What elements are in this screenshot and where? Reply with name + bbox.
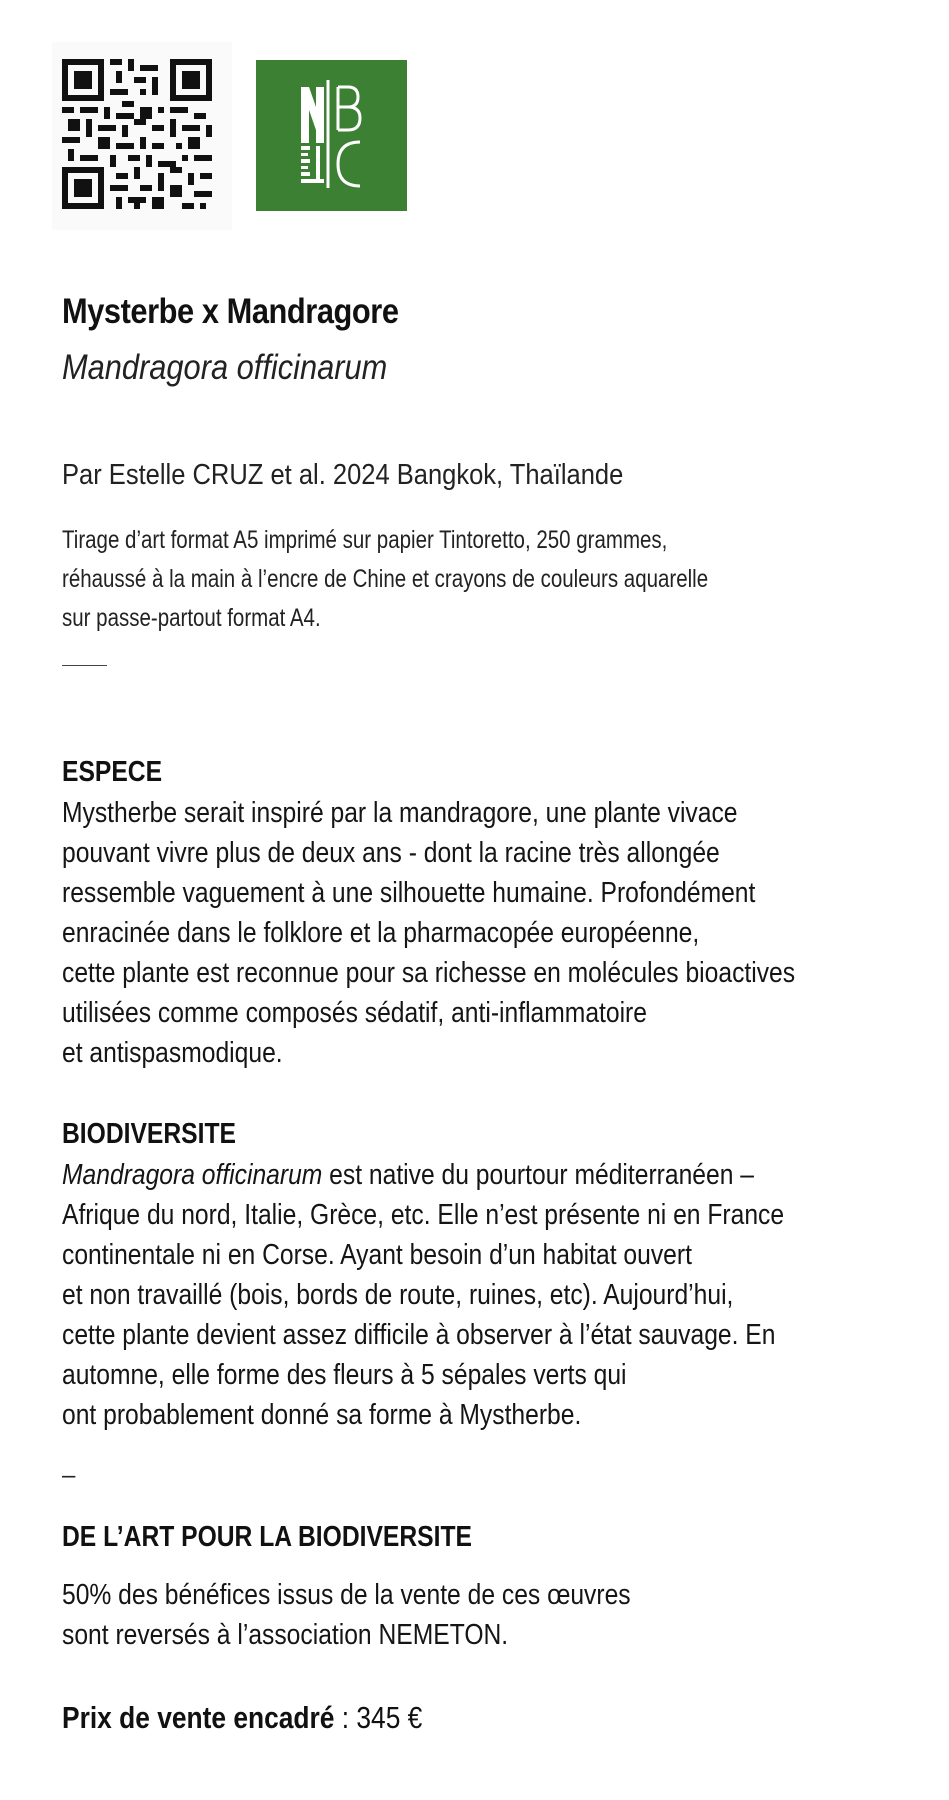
paragraph-line: automne, elle forme des fleurs à 5 sépales verts qui xyxy=(62,1359,627,1391)
paragraph-line: et antispasmodique. xyxy=(62,1037,283,1069)
nbc-logo xyxy=(256,60,407,211)
nbc-logo-icon xyxy=(256,60,407,211)
espece-heading: ESPECE xyxy=(62,756,163,788)
qr-code-icon xyxy=(62,59,212,209)
paragraph-line: 50% des bénéfices issus de la vente de ces œuvres xyxy=(62,1579,631,1611)
divider xyxy=(62,665,107,666)
paragraph-line: pouvant vivre plus de deux ans - dont la racine très allongée xyxy=(62,837,720,869)
description-line: sur passe-partout format A4. xyxy=(62,604,321,632)
author-line: Par Estelle CRUZ et al. 2024 Bangkok, Thaïlande xyxy=(62,459,624,491)
art-paragraph xyxy=(62,1575,912,1655)
qr-code xyxy=(52,42,232,230)
espece-paragraph xyxy=(62,793,912,1073)
separator-dash: – xyxy=(62,1462,76,1489)
art-heading: DE L’ART POUR LA BIODIVERSITE xyxy=(62,1521,472,1553)
paragraph-text: est native du pourtour méditerranéen – xyxy=(322,1159,754,1191)
paragraph-line: sont reversés à l’association NEMETON. xyxy=(62,1619,509,1651)
paragraph-line: et non travaillé (bois, bords de route, ruines, etc). Aujourd’hui, xyxy=(62,1279,734,1311)
paragraph-line: cette plante devient assez difficile à observer à l’état sauvage. En xyxy=(62,1319,776,1351)
paragraph-line: ont probablement donné sa forme à Mystherbe. xyxy=(62,1399,582,1431)
price-value: 345 € xyxy=(356,1700,423,1735)
description-line: Tirage d’art format A5 imprimé sur papier Tintoretto, 250 grammes, xyxy=(62,526,668,554)
price-label: Prix de vente encadré xyxy=(62,1700,335,1735)
artwork-title: Mysterbe x Mandragore xyxy=(62,292,399,331)
paragraph-line: utilisées comme composés sédatif, anti-inflammatoire xyxy=(62,997,647,1029)
paragraph-line: ressemble vaguement à une silhouette humaine. Profondément xyxy=(62,877,756,909)
scientific-name: Mandragora officinarum xyxy=(62,348,388,387)
paragraph-line: cette plante est reconnue pour sa richesse en molécules bioactives xyxy=(62,957,796,989)
biodiversite-paragraph xyxy=(62,1155,912,1435)
species-name-italic: Mandragora officinarum xyxy=(62,1159,323,1191)
artwork-description xyxy=(62,521,800,638)
price-separator: : xyxy=(334,1700,357,1735)
price-line xyxy=(62,1700,422,1736)
paragraph-line xyxy=(62,1155,912,1195)
paragraph-line: Afrique du nord, Italie, Grèce, etc. Elle n’est présente ni en France xyxy=(62,1199,785,1231)
paragraph-line: continentale ni en Corse. Ayant besoin d’un habitat ouvert xyxy=(62,1239,692,1271)
biodiversite-heading: BIODIVERSITE xyxy=(62,1118,236,1150)
paragraph-line: enracinée dans le folklore et la pharmacopée européenne, xyxy=(62,917,700,949)
description-line: réhaussé à la main à l’encre de Chine et crayons de couleurs aquarelle xyxy=(62,565,709,593)
paragraph-line: Mystherbe serait inspiré par la mandragore, une plante vivace xyxy=(62,797,738,829)
